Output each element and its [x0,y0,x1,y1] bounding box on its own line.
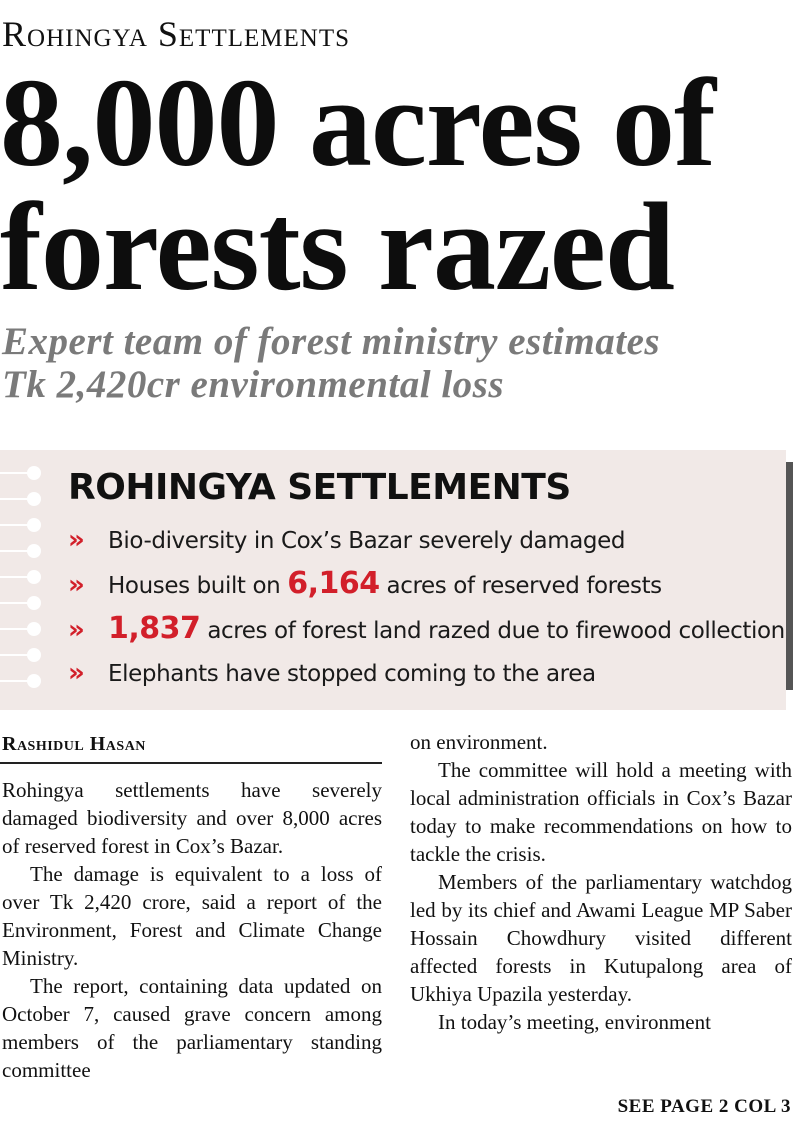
body-column-1 [2,776,382,1116]
body-paragraph: Members of the parliamentary watchdog led by its chief and Awami League MP Saber Hossain Chowdhury visited different affected forests in Kutupalong area of Ukhiya Upazila yesterday. [410,870,792,1006]
jump-line: SEE PAGE 2 COL 3 [617,1096,791,1117]
dot-row [0,674,44,688]
dot-row [0,648,44,662]
dot-row [0,518,44,532]
headline-line-2: forests razed [0,178,674,317]
dot-row [0,466,44,480]
bullet-number: 6,164 [287,566,380,601]
bullet-text: Houses built on [108,573,288,599]
double-chevron-icon: » [68,570,85,600]
body-paragraph: The committee will hold a meeting with local administration officials in Cox’s Bazar today to make recommendations on how to tackle the crisis. [410,758,792,866]
bullet-item [68,520,625,560]
bullet-text: acres of forest land razed due to firewood collection [200,618,785,644]
body-paragraph: The damage is equivalent to a loss of over Tk 2,420 crore, said a report of the Environment, Forest and Climate Change Ministry. [2,862,382,970]
bullet-text: Elephants have stopped coming to the area [108,661,596,687]
body-paragraph: The report, containing data updated on October 7, caused grave concern among members of the parliamentary standing committee [2,974,382,1082]
dot-row [0,622,44,636]
byline-rule [0,762,382,764]
body-paragraph: Rohingya settlements have severely damaged biodiversity and over 8,000 acres of reserved forest in Cox’s Bazar. [2,778,382,858]
dot-row [0,596,44,610]
bullet-item [68,653,596,693]
deck [2,320,792,406]
decorative-dots [0,466,44,696]
body-column-2 [410,728,792,1090]
dot-row [0,544,44,558]
double-chevron-icon: » [68,615,85,645]
bullet-text: acres of reserved forests [379,573,662,599]
bullet-item [68,564,662,604]
deck-line-1: Expert team of forest ministry estimates [2,320,661,363]
byline: Rashidul Hasan [2,733,146,755]
bullet-number: 1,837 [108,611,201,646]
kicker: Rohingya Settlements [2,14,350,54]
infobox-side-rule [786,462,793,690]
bullet-item [68,609,785,649]
double-chevron-icon: » [68,658,85,688]
headline-line-1: 8,000 acres of [0,54,715,193]
body-paragraph: on environment. [410,730,548,754]
bullet-text: Bio-diversity in Cox’s Bazar severely damaged [108,528,626,554]
headline [0,54,793,317]
infobox-title: ROHINGYA SETTLEMENTS [68,467,571,508]
double-chevron-icon: » [68,525,85,555]
deck-line-2: Tk 2,420cr environmental loss [2,363,505,406]
dot-row [0,492,44,506]
body-paragraph: In today’s meeting, environment [438,1010,711,1034]
dot-row [0,570,44,584]
